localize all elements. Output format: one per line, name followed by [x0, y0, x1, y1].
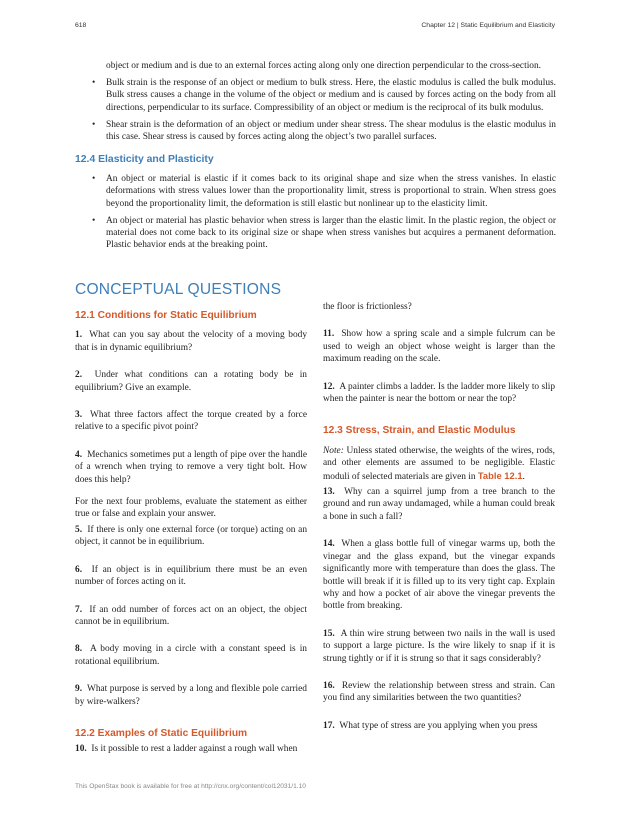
list-item: • An object or material is elastic if it comes back to its original shape and size when the stress vanishes. In elastic deformations with stress values lower than the proportionality limit, stress is proportional to strain. When stress goes beyond the proportionality limit, the deformation is still elastic but nonlinear up to the elasticity limit.: [92, 173, 556, 209]
list-item: • Bulk strain is the response of an object or medium to bulk stress. Here, the elastic modulus is called the bulk modulus. Bulk stress causes a change in the volume of the object or medium and is caused by forces acting on the body from all directions, perpendicular to its surface. Compressibility of an object or medium is the reciprocal of its bulk modulus.: [92, 77, 556, 113]
subsection-heading: 12.3 Stress, Strain, and Elastic Modulus: [323, 425, 516, 437]
question-6: 6. If an object is in equilibrium there must be an even number of forces acting on it.: [75, 564, 308, 588]
summary-block: [75, 60, 556, 256]
list-item: • Shear strain is the deformation of an object or medium under shear stress. The shear modulus is the elastic modulus in this case. Shear stress is caused by forces acting along the object’s two parallel surfaces.: [92, 119, 556, 143]
section-heading: 12.4 Elasticity and Plasticity: [75, 154, 214, 166]
question-3: 3. What three factors affect the torque created by a force relative to a specific pivot point?: [75, 410, 307, 433]
bullet-icon: •: [92, 119, 96, 130]
question-7: 7. If an odd number of forces act on an object, the object cannot be in equilibrium.: [75, 604, 308, 627]
bullet-icon: •: [92, 215, 96, 226]
question-11: 11. Show how a spring scale and a simple fulcrum can be used to weigh an object whose weight is larger than the maximum reading on the scale.: [323, 329, 555, 365]
question-10-continued: the floor is frictionless?: [323, 302, 412, 312]
question-15: 15. A thin wire strung between two nails in the wall is used to support a large picture. Is the wire likely to snap if it is strung tightly or if it is strung so that it sags considerably?: [323, 628, 556, 664]
bullet-continuation: object or medium and is due to an external forces acting along only one direction perpendicular to the cross-section.: [106, 61, 542, 71]
instruction-text: For the next four problems, evaluate the statement as either true or false and explain your answer.: [75, 497, 307, 520]
chapter-title: Chapter 12 | Static Equilibrium and Elasticity: [421, 22, 555, 29]
table-link[interactable]: Table 12.1: [477, 469, 523, 481]
page-number: 618: [75, 22, 87, 29]
question-8: 8. A body moving in a circle with a constant speed is in rotational equilibrium.: [75, 644, 307, 667]
list-item: • An object or material has plastic behavior when stress is larger than the elastic limit. In the plastic region, the object or material does not come back to its original size or shape when stress vanishes but acquires a permanent deformation. Plastic behavior ends at the breaking point.: [92, 215, 556, 251]
question-2: 2. Under what conditions can a rotating body be in equilibrium? Give an example.: [75, 370, 307, 393]
question-9: 9. What purpose is served by a long and flexible pole carried by wire-walkers?: [75, 684, 307, 707]
question-14: 14. When a glass bottle full of vinegar warms up, both the vinegar and the glass expand, but the vinegar expands significantly more with temperature than does the glass. The bottle will break if it is filled up to its very tight cap. Explain why and how a pocket of air above the vinegar prevents the bottle from breaking.: [323, 539, 556, 612]
question-5: 5. If there is only one external force (or torque) acting on an object, it cannot be in equilibrium.: [75, 524, 308, 548]
subsection-heading: 12.1 Conditions for Static Equilibrium: [75, 310, 257, 321]
question-13: 13. Why can a squirrel jump from a tree branch to the ground and run away undamaged, while a human could break a bone in such a fall?: [323, 487, 555, 522]
bullet-list: [75, 77, 556, 144]
left-column: [75, 310, 307, 756]
right-column: [323, 301, 555, 732]
bullet-list: [75, 173, 556, 252]
question-17: 17. What type of stress are you applying when you press: [323, 720, 538, 731]
page-footer: This OpenStax book is available for free at http://cnx.org/content/col12031/1.10: [75, 783, 306, 790]
bullet-icon: •: [92, 173, 96, 184]
question-4: 4. Mechanics sometimes put a length of pipe over the handle of a wrench when trying to remove a very tight bolt. How does this help?: [75, 449, 307, 485]
question-1: 1. What can you say about the velocity of a moving body that is in dynamic equilibrium?: [75, 330, 308, 353]
note-paragraph: Note: Unless stated otherwise, the weights of the wires, rods, and other elements are assumed to be negligible. Elastic moduli of selected materials are given in Table 12.1.: [323, 445, 556, 482]
question-10: 10. Is it possible to rest a ladder against a rough wall when: [75, 744, 298, 755]
question-16: 16. Review the relationship between stress and strain. Can you find any similarities between the two quantities?: [323, 680, 555, 704]
bullet-icon: •: [92, 77, 96, 88]
question-12: 12. A painter climbs a ladder. Is the ladder more likely to slip when the painter is near the bottom or near the top?: [323, 381, 556, 405]
subsection-heading: 12.2 Examples of Static Equilibrium: [75, 727, 248, 739]
conceptual-questions-title: CONCEPTUAL QUESTIONS: [75, 281, 282, 298]
